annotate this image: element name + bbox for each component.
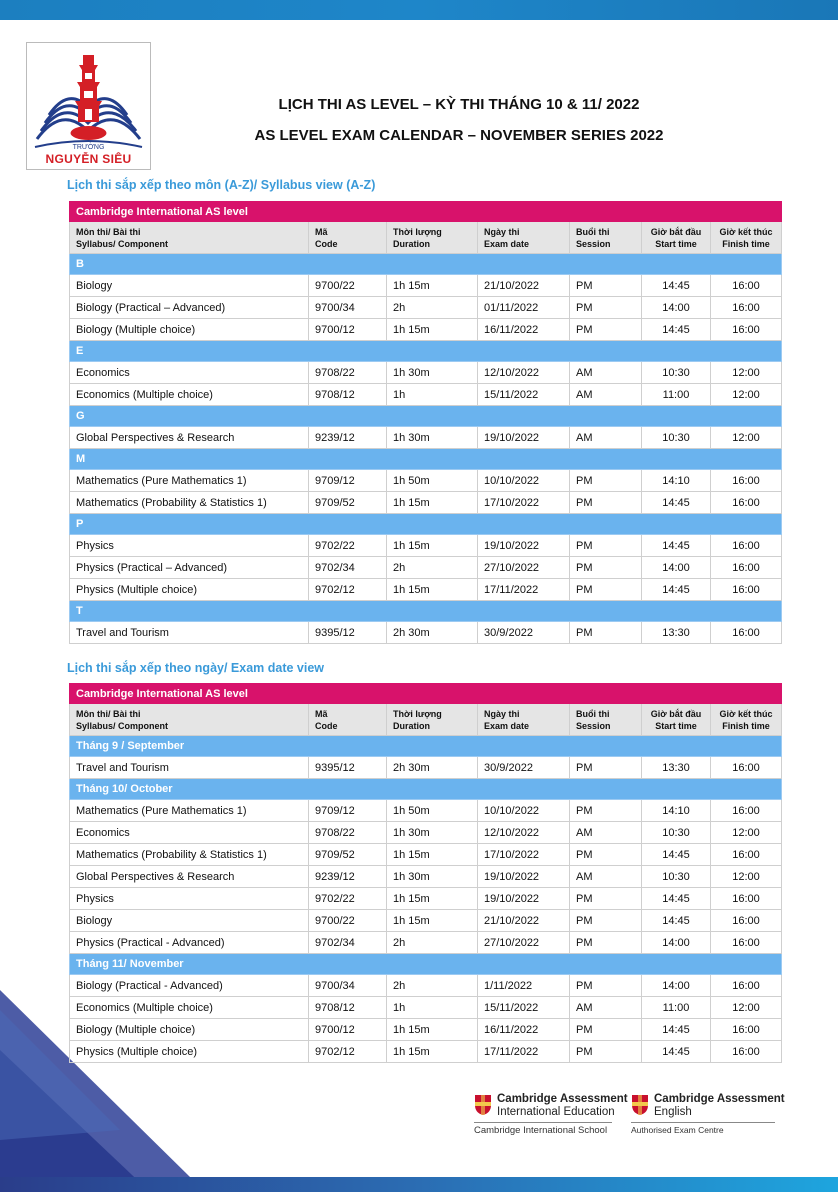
table-cell: 1h 15m xyxy=(387,492,478,514)
table-cell: 9702/22 xyxy=(309,888,387,910)
column-header-line1: Buổi thi xyxy=(576,708,610,719)
table-cell: AM xyxy=(570,362,642,384)
table-cell: 10/10/2022 xyxy=(478,800,570,822)
table-cell: 9702/34 xyxy=(309,932,387,954)
table-cell: 9700/34 xyxy=(309,975,387,997)
table-band-title: Cambridge International AS level xyxy=(70,202,782,222)
table-cell: Economics (Multiple choice) xyxy=(70,997,309,1019)
table-cell: 12:00 xyxy=(711,362,782,384)
column-header xyxy=(642,222,711,254)
table-cell: 16/11/2022 xyxy=(478,319,570,341)
table-cell: 14:45 xyxy=(642,492,711,514)
table-cell: 9708/22 xyxy=(309,362,387,384)
table-cell: 16/11/2022 xyxy=(478,1019,570,1041)
table-cell: 16:00 xyxy=(711,535,782,557)
table-cell: 14:45 xyxy=(642,535,711,557)
table-cell: Physics xyxy=(70,535,309,557)
table-cell: 2h 30m xyxy=(387,622,478,644)
table-cell: 11:00 xyxy=(642,384,711,406)
group-header-row xyxy=(70,954,782,975)
table-cell: 15/11/2022 xyxy=(478,997,570,1019)
column-header-line2: Syllabus/ Component xyxy=(76,238,169,249)
column-header-line2: Code xyxy=(315,720,338,731)
logo-line3: Authorised Exam Centre xyxy=(631,1125,724,1135)
column-header-line2: Exam date xyxy=(484,720,530,731)
table-cell: 9700/12 xyxy=(309,1019,387,1041)
table-cell: 1h xyxy=(387,384,478,406)
table-cell: AM xyxy=(570,822,642,844)
table-cell: PM xyxy=(570,579,642,601)
table-cell: 1h 30m xyxy=(387,822,478,844)
column-header xyxy=(478,704,570,736)
table-row xyxy=(70,427,782,449)
table-cell: 16:00 xyxy=(711,275,782,297)
school-logo xyxy=(26,42,151,170)
top-decorative-band xyxy=(0,0,838,20)
table-cell: 17/11/2022 xyxy=(478,579,570,601)
table-cell: 13:30 xyxy=(642,622,711,644)
syllabus-view-table xyxy=(69,201,782,644)
table-cell: 1h 15m xyxy=(387,910,478,932)
table-cell: 1h 15m xyxy=(387,1019,478,1041)
table-row xyxy=(70,975,782,997)
table-cell: 14:10 xyxy=(642,470,711,492)
table-cell: Physics (Practical – Advanced) xyxy=(70,557,309,579)
table-cell: AM xyxy=(570,384,642,406)
school-name: NGUYỄN SIÊU xyxy=(45,152,132,166)
table-cell: PM xyxy=(570,888,642,910)
table-cell: 1h xyxy=(387,997,478,1019)
logo-line3: Cambridge International School xyxy=(474,1125,608,1136)
column-header-line1: Môn thi/ Bài thi xyxy=(76,708,141,719)
table-cell: 19/10/2022 xyxy=(478,888,570,910)
column-header-line2: Duration xyxy=(393,720,430,731)
table-cell: 12:00 xyxy=(711,822,782,844)
table-band-title: Cambridge International AS level xyxy=(70,684,782,704)
cambridge-shield-icon xyxy=(474,1094,492,1116)
table-cell: PM xyxy=(570,622,642,644)
table-cell: AM xyxy=(570,997,642,1019)
table-cell: 9700/12 xyxy=(309,319,387,341)
table-row xyxy=(70,932,782,954)
table-cell: 9709/12 xyxy=(309,470,387,492)
column-header xyxy=(570,222,642,254)
table-cell: PM xyxy=(570,319,642,341)
date-view-table xyxy=(69,683,782,1063)
table-row xyxy=(70,297,782,319)
table-cell: 12:00 xyxy=(711,997,782,1019)
table-cell: 27/10/2022 xyxy=(478,557,570,579)
table-cell: 9709/52 xyxy=(309,844,387,866)
table-row xyxy=(70,997,782,1019)
table-row xyxy=(70,866,782,888)
table-row xyxy=(70,622,782,644)
group-label: E xyxy=(70,341,782,362)
table-cell: Biology xyxy=(70,910,309,932)
table-row xyxy=(70,800,782,822)
logo-line1: Cambridge Assessment xyxy=(654,1093,785,1105)
table-cell: 14:45 xyxy=(642,579,711,601)
table-cell: AM xyxy=(570,866,642,888)
column-header-line1: Giờ kết thúc xyxy=(719,708,773,719)
table-cell: 2h xyxy=(387,297,478,319)
group-header-row xyxy=(70,254,782,275)
table-cell: 1h 15m xyxy=(387,319,478,341)
table-header-row xyxy=(70,704,782,736)
table-cell: Travel and Tourism xyxy=(70,622,309,644)
table-cell: 9700/22 xyxy=(309,910,387,932)
table-cell: 16:00 xyxy=(711,1019,782,1041)
table-cell: 16:00 xyxy=(711,910,782,932)
table-cell: 17/10/2022 xyxy=(478,844,570,866)
column-header xyxy=(570,704,642,736)
table-row xyxy=(70,1041,782,1063)
table-cell: PM xyxy=(570,1019,642,1041)
column-header-line1: Thời lượng xyxy=(393,226,442,237)
group-label: Tháng 11/ November xyxy=(70,954,782,975)
table-cell: 2h xyxy=(387,932,478,954)
table-cell: 19/10/2022 xyxy=(478,866,570,888)
table-row xyxy=(70,757,782,779)
group-header-row xyxy=(70,341,782,362)
table-cell: 14:00 xyxy=(642,932,711,954)
table-row xyxy=(70,822,782,844)
group-header-row xyxy=(70,779,782,800)
column-header-line1: Môn thi/ Bài thi xyxy=(76,226,141,237)
table-cell: 14:00 xyxy=(642,557,711,579)
group-label: B xyxy=(70,254,782,275)
column-header xyxy=(70,704,309,736)
cambridge-international-logo xyxy=(474,1093,628,1138)
table-cell: PM xyxy=(570,492,642,514)
table-cell: Mathematics (Probability & Statistics 1) xyxy=(70,492,309,514)
table-cell: 14:45 xyxy=(642,319,711,341)
table-cell: PM xyxy=(570,535,642,557)
table-cell: 1h 30m xyxy=(387,427,478,449)
table-cell: PM xyxy=(570,932,642,954)
table-cell: 16:00 xyxy=(711,1041,782,1063)
table-cell: 9702/12 xyxy=(309,579,387,601)
table-row xyxy=(70,844,782,866)
column-header-line1: Giờ kết thúc xyxy=(719,226,773,237)
table-cell: 1h 15m xyxy=(387,844,478,866)
table-cell: 16:00 xyxy=(711,579,782,601)
column-header-line2: Duration xyxy=(393,238,430,249)
logo-line2: English xyxy=(654,1106,692,1118)
table-row xyxy=(70,910,782,932)
column-header xyxy=(642,704,711,736)
table-cell: 14:00 xyxy=(642,975,711,997)
column-header xyxy=(711,222,782,254)
table-cell: 1h 15m xyxy=(387,535,478,557)
table-cell: 16:00 xyxy=(711,932,782,954)
column-header xyxy=(387,222,478,254)
table-row xyxy=(70,275,782,297)
column-header-line2: Finish time xyxy=(722,238,770,249)
table-cell: 10:30 xyxy=(642,822,711,844)
cambridge-english-logo xyxy=(631,1093,785,1138)
table-cell: PM xyxy=(570,844,642,866)
table-cell: Mathematics (Probability & Statistics 1) xyxy=(70,844,309,866)
table-cell: Mathematics (Pure Mathematics 1) xyxy=(70,470,309,492)
cambridge-shield-icon xyxy=(631,1094,649,1116)
table-cell: 19/10/2022 xyxy=(478,535,570,557)
column-header-line1: Ngày thi xyxy=(484,708,520,719)
table-cell: 9700/22 xyxy=(309,275,387,297)
table-cell: Biology (Multiple choice) xyxy=(70,1019,309,1041)
table-cell: Biology (Multiple choice) xyxy=(70,319,309,341)
table-cell: Biology xyxy=(70,275,309,297)
table-cell: 1h 50m xyxy=(387,800,478,822)
table-cell: 14:45 xyxy=(642,910,711,932)
column-header xyxy=(70,222,309,254)
table-cell: 15/11/2022 xyxy=(478,384,570,406)
table-cell: 16:00 xyxy=(711,975,782,997)
table-cell: 9708/12 xyxy=(309,997,387,1019)
table-cell: Physics (Multiple choice) xyxy=(70,579,309,601)
table-cell: 9395/12 xyxy=(309,622,387,644)
column-header-line2: Code xyxy=(315,238,338,249)
bottom-decorative-band xyxy=(0,1177,838,1192)
school-label: TRƯỜNG xyxy=(72,144,105,151)
table-row xyxy=(70,535,782,557)
table-cell: 12:00 xyxy=(711,384,782,406)
column-header-line1: Giờ bắt đầu xyxy=(650,226,702,237)
table-cell: 10:30 xyxy=(642,866,711,888)
table-cell: Travel and Tourism xyxy=(70,757,309,779)
table-cell: 10:30 xyxy=(642,362,711,384)
table-cell: 9700/34 xyxy=(309,297,387,319)
column-header-line2: Session xyxy=(576,720,611,731)
table-cell: 9708/12 xyxy=(309,384,387,406)
table-cell: 12:00 xyxy=(711,866,782,888)
table-cell: Economics xyxy=(70,822,309,844)
table-cell: PM xyxy=(570,275,642,297)
table-cell: Physics xyxy=(70,888,309,910)
table-cell: 16:00 xyxy=(711,319,782,341)
title-vietnamese: LỊCH THI AS LEVEL – KỲ THI THÁNG 10 & 11/ 2022 xyxy=(278,96,640,113)
logo-line1: Cambridge Assessment xyxy=(497,1093,628,1105)
column-header-line1: Giờ bắt đầu xyxy=(650,708,702,719)
table-cell: Global Perspectives & Research xyxy=(70,866,309,888)
table-row xyxy=(70,470,782,492)
column-header-line1: Ngày thi xyxy=(484,226,520,237)
table-header-row xyxy=(70,222,782,254)
table-cell: 14:45 xyxy=(642,1019,711,1041)
logo-line2: International Education xyxy=(497,1106,615,1118)
table-cell: 9709/12 xyxy=(309,800,387,822)
table-cell: 9708/22 xyxy=(309,822,387,844)
table-cell: PM xyxy=(570,297,642,319)
column-header-line2: Exam date xyxy=(484,238,530,249)
table-cell: 14:45 xyxy=(642,844,711,866)
table-cell: 16:00 xyxy=(711,470,782,492)
column-header xyxy=(711,704,782,736)
table-cell: 9702/34 xyxy=(309,557,387,579)
table-cell: 17/10/2022 xyxy=(478,492,570,514)
column-header xyxy=(309,704,387,736)
table-cell: 16:00 xyxy=(711,800,782,822)
group-label: M xyxy=(70,449,782,470)
group-label: Tháng 9 / September xyxy=(70,736,782,757)
table-cell: 16:00 xyxy=(711,888,782,910)
table-cell: 16:00 xyxy=(711,297,782,319)
logo-divider xyxy=(474,1122,612,1123)
table-row xyxy=(70,362,782,384)
table-cell: 01/11/2022 xyxy=(478,297,570,319)
table-cell: PM xyxy=(570,757,642,779)
table-cell: 21/10/2022 xyxy=(478,910,570,932)
table-cell: Economics xyxy=(70,362,309,384)
table-cell: 1h 15m xyxy=(387,888,478,910)
table-cell: 14:45 xyxy=(642,275,711,297)
table-cell: 16:00 xyxy=(711,557,782,579)
table-cell: 11:00 xyxy=(642,997,711,1019)
table-cell: 27/10/2022 xyxy=(478,932,570,954)
table-cell: 10:30 xyxy=(642,427,711,449)
column-header-line1: Mã xyxy=(315,708,328,719)
column-header-line2: Session xyxy=(576,238,611,249)
table-row xyxy=(70,1019,782,1041)
group-header-row xyxy=(70,736,782,757)
column-header-line1: Buổi thi xyxy=(576,226,610,237)
table-cell: 1/11/2022 xyxy=(478,975,570,997)
table-row xyxy=(70,579,782,601)
table-cell: 14:45 xyxy=(642,1041,711,1063)
group-label: G xyxy=(70,406,782,427)
table-row xyxy=(70,492,782,514)
table-cell: Physics (Practical - Advanced) xyxy=(70,932,309,954)
table-cell: 1h 30m xyxy=(387,866,478,888)
table-band-row xyxy=(70,684,782,704)
logo-divider xyxy=(631,1122,775,1123)
table-cell: 2h xyxy=(387,557,478,579)
column-header-line2: Start time xyxy=(655,720,697,731)
table-cell: 21/10/2022 xyxy=(478,275,570,297)
table-cell: 9702/12 xyxy=(309,1041,387,1063)
table-cell: 1h 15m xyxy=(387,1041,478,1063)
table-cell: 17/11/2022 xyxy=(478,1041,570,1063)
group-label: P xyxy=(70,514,782,535)
table-cell: PM xyxy=(570,800,642,822)
table-cell: PM xyxy=(570,910,642,932)
table-row xyxy=(70,888,782,910)
group-header-row xyxy=(70,406,782,427)
table-cell: 1h 50m xyxy=(387,470,478,492)
table-row xyxy=(70,384,782,406)
column-header-line2: Finish time xyxy=(722,720,770,731)
table-cell: 1h 15m xyxy=(387,579,478,601)
date-view-heading: Lịch thi sắp xếp theo ngày/ Exam date view xyxy=(67,661,325,675)
table-cell: 10/10/2022 xyxy=(478,470,570,492)
group-header-row xyxy=(70,514,782,535)
table-row xyxy=(70,557,782,579)
table-cell: 13:30 xyxy=(642,757,711,779)
table-cell: 14:00 xyxy=(642,297,711,319)
table-cell: 9709/52 xyxy=(309,492,387,514)
table-cell: PM xyxy=(570,975,642,997)
table-cell: 19/10/2022 xyxy=(478,427,570,449)
table-cell: 16:00 xyxy=(711,757,782,779)
table-band-row xyxy=(70,202,782,222)
table-cell: 1h 15m xyxy=(387,275,478,297)
table-cell: 12/10/2022 xyxy=(478,362,570,384)
table-cell: 9702/22 xyxy=(309,535,387,557)
group-label: T xyxy=(70,601,782,622)
table-cell: 1h 30m xyxy=(387,362,478,384)
table-cell: Physics (Multiple choice) xyxy=(70,1041,309,1063)
table-cell: 16:00 xyxy=(711,844,782,866)
table-cell: PM xyxy=(570,557,642,579)
table-cell: 16:00 xyxy=(711,622,782,644)
table-cell: 30/9/2022 xyxy=(478,622,570,644)
table-cell: Biology (Practical – Advanced) xyxy=(70,297,309,319)
column-header-line1: Thời lượng xyxy=(393,708,442,719)
group-header-row xyxy=(70,449,782,470)
column-header xyxy=(309,222,387,254)
table-cell: 14:45 xyxy=(642,888,711,910)
group-label: Tháng 10/ October xyxy=(70,779,782,800)
table-cell: 9395/12 xyxy=(309,757,387,779)
table-cell: PM xyxy=(570,470,642,492)
table-cell: 30/9/2022 xyxy=(478,757,570,779)
table-cell: 2h 30m xyxy=(387,757,478,779)
table-cell: Mathematics (Pure Mathematics 1) xyxy=(70,800,309,822)
syllabus-view-heading: Lịch thi sắp xếp theo môn (A-Z)/ Syllabus view (A-Z) xyxy=(67,178,376,192)
column-header-line1: Mã xyxy=(315,226,328,237)
table-row xyxy=(70,319,782,341)
table-cell: 2h xyxy=(387,975,478,997)
group-header-row xyxy=(70,601,782,622)
column-header-line2: Syllabus/ Component xyxy=(76,720,169,731)
table-cell: 14:10 xyxy=(642,800,711,822)
column-header xyxy=(478,222,570,254)
table-cell: AM xyxy=(570,427,642,449)
table-cell: 12/10/2022 xyxy=(478,822,570,844)
table-cell: 12:00 xyxy=(711,427,782,449)
column-header-line2: Start time xyxy=(655,238,697,249)
table-cell: 9239/12 xyxy=(309,427,387,449)
table-cell: PM xyxy=(570,1041,642,1063)
table-cell: Economics (Multiple choice) xyxy=(70,384,309,406)
column-header xyxy=(387,704,478,736)
title-english: AS LEVEL EXAM CALENDAR – NOVEMBER SERIES 2022 xyxy=(254,127,664,144)
table-cell: Global Perspectives & Research xyxy=(70,427,309,449)
table-cell: Biology (Practical - Advanced) xyxy=(70,975,309,997)
table-cell: 9239/12 xyxy=(309,866,387,888)
table-cell: 16:00 xyxy=(711,492,782,514)
